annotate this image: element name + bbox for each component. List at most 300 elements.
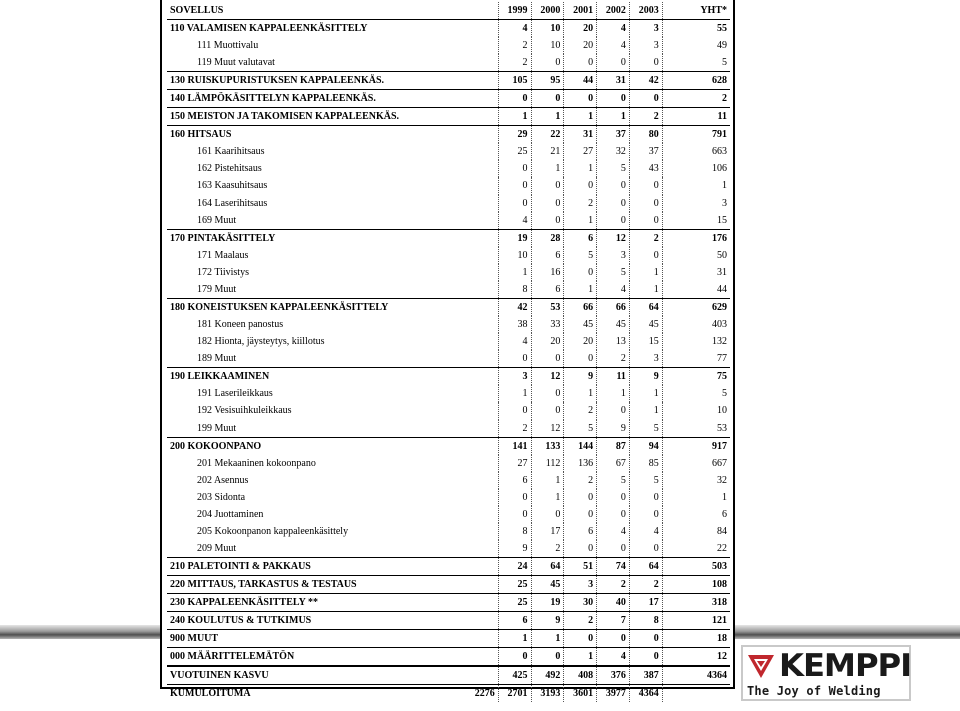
row-label: 150 MEISTON JA TAKOMISEN KAPPALEENKÄS. xyxy=(167,108,498,126)
row-value: 45 xyxy=(531,576,564,594)
row-total: 77 xyxy=(662,350,730,368)
row-label: 000 MÄÄRITTELEMÄTÖN xyxy=(167,648,498,667)
row-label: 130 RUISKUPURISTUKSEN KAPPALEENKÄS. xyxy=(167,72,498,90)
statistics-table xyxy=(167,2,730,702)
row-value: 1 xyxy=(629,402,662,419)
row-label: 181 Koneen panostus xyxy=(197,319,284,331)
row-value: 12 xyxy=(597,229,630,247)
row-value: 4 xyxy=(629,523,662,540)
row-value: 0 xyxy=(498,506,531,523)
row-value: 0 xyxy=(629,90,662,108)
row-value: 0 xyxy=(564,264,597,281)
table-row xyxy=(167,472,730,489)
row-value: 10 xyxy=(498,247,531,264)
row-total: 11 xyxy=(662,108,730,126)
row-value: 45 xyxy=(597,316,630,333)
header-application: SOVELLUS xyxy=(167,2,498,20)
row-total: 106 xyxy=(662,160,730,177)
row-value: 12 xyxy=(531,420,564,438)
row-total: 44 xyxy=(662,281,730,299)
row-label: 179 Muut xyxy=(197,283,237,295)
row-label: 192 Vesisuihkuleikkaus xyxy=(197,405,292,417)
row-value: 32 xyxy=(597,143,630,160)
row-value: 67 xyxy=(597,455,630,472)
row-value: 1 xyxy=(564,212,597,230)
row-label: 111 Muottivalu xyxy=(197,40,259,52)
row-value: 1 xyxy=(564,108,597,126)
row-label: 182 Hionta, jäysteytys, kiillotus xyxy=(197,336,325,348)
row-value: 0 xyxy=(629,630,662,648)
row-value: 0 xyxy=(498,160,531,177)
row-value: 0 xyxy=(564,350,597,368)
row-value: 0 xyxy=(597,90,630,108)
row-label: 200 KOKOONPANO xyxy=(167,437,498,455)
header-year-2001: 2001 xyxy=(564,2,597,20)
row-value: 19 xyxy=(531,594,564,612)
table-row xyxy=(167,612,730,630)
table-row xyxy=(167,368,730,386)
cumulative-value: 2701 xyxy=(498,685,531,703)
row-value: 0 xyxy=(531,648,564,667)
row-value: 31 xyxy=(564,126,597,144)
row-value: 1 xyxy=(531,472,564,489)
row-value: 2 xyxy=(531,540,564,558)
row-label: 180 KONEISTUKSEN KAPPALEENKÄSITTELY xyxy=(167,298,498,316)
row-value: 5 xyxy=(564,420,597,438)
row-value: 43 xyxy=(629,160,662,177)
cumulative-label-cell xyxy=(167,685,498,703)
row-value: 6 xyxy=(531,247,564,264)
row-label: 170 PINTAKÄSITTELY xyxy=(167,229,498,247)
header-year-2003: 2003 xyxy=(629,2,662,20)
row-value: 1 xyxy=(498,630,531,648)
row-total: 132 xyxy=(662,333,730,350)
row-value: 80 xyxy=(629,126,662,144)
row-value: 387 xyxy=(629,666,662,685)
row-value: 0 xyxy=(531,402,564,419)
row-total: 49 xyxy=(662,37,730,54)
row-value: 0 xyxy=(564,506,597,523)
table-row xyxy=(167,333,730,350)
row-total: 6 xyxy=(662,506,730,523)
row-value: 0 xyxy=(597,630,630,648)
row-total: 22 xyxy=(662,540,730,558)
row-value: 64 xyxy=(629,298,662,316)
table-row xyxy=(167,489,730,506)
row-value: 133 xyxy=(531,437,564,455)
decorative-bar-right xyxy=(735,625,960,639)
row-value: 2 xyxy=(629,108,662,126)
row-label: 220 MITTAUS, TARKASTUS & TESTAUS xyxy=(167,576,498,594)
row-value: 87 xyxy=(597,437,630,455)
table-row xyxy=(167,540,730,558)
row-total: 318 xyxy=(662,594,730,612)
row-value: 8 xyxy=(629,612,662,630)
row-value: 27 xyxy=(498,455,531,472)
row-value: 2 xyxy=(597,576,630,594)
row-value: 5 xyxy=(629,420,662,438)
row-value: 141 xyxy=(498,437,531,455)
row-value: 1 xyxy=(531,630,564,648)
row-value: 17 xyxy=(629,594,662,612)
row-total: 108 xyxy=(662,576,730,594)
row-value: 9 xyxy=(498,540,531,558)
row-label: 119 Muut valutavat xyxy=(197,57,275,69)
row-total: 4364 xyxy=(662,666,730,685)
row-value: 5 xyxy=(597,160,630,177)
row-value: 3 xyxy=(629,20,662,38)
table-row xyxy=(167,212,730,230)
table-row xyxy=(167,281,730,299)
row-label: 209 Muut xyxy=(197,543,237,555)
row-value: 45 xyxy=(629,316,662,333)
row-value: 0 xyxy=(531,54,564,72)
row-label: 162 Pistehitsaus xyxy=(197,163,262,175)
row-value: 12 xyxy=(531,368,564,386)
row-value: 40 xyxy=(597,594,630,612)
table-row xyxy=(167,350,730,368)
row-label: 240 KOULUTUS & TUTKIMUS xyxy=(167,612,498,630)
table-row xyxy=(167,558,730,576)
row-label: 204 Juottaminen xyxy=(197,509,264,521)
row-value: 4 xyxy=(597,523,630,540)
row-label: 199 Muut xyxy=(197,422,237,434)
row-label: 191 Laserileikkaus xyxy=(197,388,273,400)
table-row xyxy=(167,506,730,523)
row-value: 66 xyxy=(597,298,630,316)
table-row xyxy=(167,54,730,72)
row-value: 0 xyxy=(597,506,630,523)
row-value: 29 xyxy=(498,126,531,144)
row-value: 64 xyxy=(531,558,564,576)
row-value: 5 xyxy=(597,264,630,281)
row-label: 163 Kaasuhitsaus xyxy=(197,180,268,192)
row-value: 0 xyxy=(597,540,630,558)
row-value: 0 xyxy=(597,177,630,194)
cumulative-lead-value: 2276 xyxy=(474,688,495,700)
row-value: 2 xyxy=(498,420,531,438)
row-value: 2 xyxy=(498,54,531,72)
row-value: 0 xyxy=(531,350,564,368)
table-row xyxy=(167,195,730,212)
row-value: 0 xyxy=(564,177,597,194)
row-value: 44 xyxy=(564,72,597,90)
row-value: 0 xyxy=(629,177,662,194)
row-value: 16 xyxy=(531,264,564,281)
row-total: 12 xyxy=(662,648,730,667)
row-total: 1 xyxy=(662,177,730,194)
row-value: 0 xyxy=(629,648,662,667)
row-value: 42 xyxy=(629,72,662,90)
row-value: 33 xyxy=(531,316,564,333)
row-value: 0 xyxy=(498,350,531,368)
row-value: 30 xyxy=(564,594,597,612)
table-header-row xyxy=(167,2,730,20)
row-value: 27 xyxy=(564,143,597,160)
table-row xyxy=(167,160,730,177)
row-value: 17 xyxy=(531,523,564,540)
row-total: 503 xyxy=(662,558,730,576)
table-row xyxy=(167,455,730,472)
logo-wordmark: KEMPPI xyxy=(779,648,912,684)
row-value: 1 xyxy=(531,160,564,177)
row-label: 110 VALAMISEN KAPPALEENKÄSITTELY xyxy=(170,23,368,34)
row-label: 169 Muut xyxy=(197,214,237,226)
row-value: 22 xyxy=(531,126,564,144)
row-value: 85 xyxy=(629,455,662,472)
row-label: 171 Maalaus xyxy=(197,249,249,261)
row-value: 2 xyxy=(629,229,662,247)
table-row xyxy=(167,437,730,455)
row-total: 15 xyxy=(662,212,730,230)
row-value: 51 xyxy=(564,558,597,576)
row-value: 105 xyxy=(498,72,531,90)
table-row xyxy=(167,420,730,438)
header-year-1999: 1999 xyxy=(498,2,531,20)
row-label: 210 PALETOINTI & PAKKAUS xyxy=(167,558,498,576)
row-value: 6 xyxy=(531,281,564,299)
row-total: 121 xyxy=(662,612,730,630)
row-value: 4 xyxy=(597,648,630,667)
row-value: 5 xyxy=(629,472,662,489)
table-row xyxy=(167,666,730,685)
row-value: 38 xyxy=(498,316,531,333)
row-value: 1 xyxy=(498,264,531,281)
row-value: 20 xyxy=(564,37,597,54)
row-value: 24 xyxy=(498,558,531,576)
row-value: 0 xyxy=(597,212,630,230)
row-value: 1 xyxy=(564,385,597,402)
row-value: 11 xyxy=(597,368,630,386)
row-label: 900 MUUT xyxy=(167,630,498,648)
row-value: 25 xyxy=(498,143,531,160)
row-value: 425 xyxy=(498,666,531,685)
row-value: 2 xyxy=(597,350,630,368)
row-value: 4 xyxy=(597,37,630,54)
row-value: 0 xyxy=(629,489,662,506)
row-value: 15 xyxy=(629,333,662,350)
row-value: 20 xyxy=(531,333,564,350)
row-value: 0 xyxy=(531,90,564,108)
row-value: 112 xyxy=(531,455,564,472)
row-value: 6 xyxy=(564,523,597,540)
row-total: 5 xyxy=(662,385,730,402)
row-value: 0 xyxy=(629,540,662,558)
row-value: 0 xyxy=(597,402,630,419)
row-total: 667 xyxy=(662,455,730,472)
row-value: 0 xyxy=(597,195,630,212)
header-year-2002: 2002 xyxy=(597,2,630,20)
row-total: 176 xyxy=(662,229,730,247)
row-value: 1 xyxy=(531,108,564,126)
row-value: 45 xyxy=(564,316,597,333)
row-value: 5 xyxy=(564,247,597,264)
row-value: 0 xyxy=(498,402,531,419)
row-label: 189 Muut xyxy=(197,353,237,365)
row-value: 0 xyxy=(498,177,531,194)
row-value: 0 xyxy=(531,212,564,230)
decorative-bar-left xyxy=(0,625,162,639)
row-label: 203 Sidonta xyxy=(197,491,246,503)
row-label: 164 Laserihitsaus xyxy=(197,197,268,209)
row-value: 4 xyxy=(498,333,531,350)
header-year-2000: 2000 xyxy=(531,2,564,20)
row-value: 4 xyxy=(498,20,531,38)
logo-tagline: The Joy of Welding xyxy=(747,684,881,698)
row-value: 4 xyxy=(597,20,630,38)
row-value: 0 xyxy=(498,90,531,108)
row-label: 161 Kaarihitsaus xyxy=(197,146,265,158)
row-value: 0 xyxy=(531,195,564,212)
row-value: 1 xyxy=(629,385,662,402)
row-value: 2 xyxy=(564,195,597,212)
row-total: 917 xyxy=(662,437,730,455)
row-label: 230 KAPPALEENKÄSITTELY ** xyxy=(167,594,498,612)
row-value: 1 xyxy=(531,489,564,506)
row-value: 0 xyxy=(564,489,597,506)
table-row xyxy=(167,20,730,38)
row-total: 53 xyxy=(662,420,730,438)
table-row xyxy=(167,576,730,594)
row-value: 2 xyxy=(564,472,597,489)
row-value: 1 xyxy=(564,281,597,299)
table-row xyxy=(167,402,730,419)
row-value: 37 xyxy=(597,126,630,144)
table-row xyxy=(167,648,730,667)
table-row xyxy=(167,90,730,108)
row-value: 136 xyxy=(564,455,597,472)
table-row xyxy=(167,72,730,90)
row-value: 64 xyxy=(629,558,662,576)
row-value: 3 xyxy=(498,368,531,386)
row-value: 6 xyxy=(564,229,597,247)
row-value: 1 xyxy=(564,648,597,667)
row-value: 2 xyxy=(564,612,597,630)
row-total: 5 xyxy=(662,54,730,72)
row-value: 1 xyxy=(498,385,531,402)
kemppi-mark-icon xyxy=(746,652,776,680)
cumulative-value: 4364 xyxy=(629,685,662,703)
row-total: 791 xyxy=(662,126,730,144)
row-label: 160 HITSAUS xyxy=(167,126,498,144)
row-total: 628 xyxy=(662,72,730,90)
row-value: 0 xyxy=(564,540,597,558)
table-row xyxy=(167,108,730,126)
table-row xyxy=(167,630,730,648)
row-label: 190 LEIKKAAMINEN xyxy=(167,368,498,386)
row-value: 0 xyxy=(498,195,531,212)
row-value: 4 xyxy=(597,281,630,299)
row-label: 172 Tiivistys xyxy=(197,266,249,278)
table-row xyxy=(167,523,730,540)
row-value: 1 xyxy=(629,264,662,281)
table-row-cumulative xyxy=(167,685,730,703)
row-value: 0 xyxy=(629,506,662,523)
row-value: 25 xyxy=(498,576,531,594)
row-total: 663 xyxy=(662,143,730,160)
row-total: 84 xyxy=(662,523,730,540)
cumulative-value: 3977 xyxy=(597,685,630,703)
row-value: 28 xyxy=(531,229,564,247)
row-value: 3 xyxy=(629,37,662,54)
row-value: 19 xyxy=(498,229,531,247)
row-total: 403 xyxy=(662,316,730,333)
row-value: 37 xyxy=(629,143,662,160)
header-total: YHT* xyxy=(662,2,730,20)
row-value: 42 xyxy=(498,298,531,316)
row-total: 3 xyxy=(662,195,730,212)
row-value: 66 xyxy=(564,298,597,316)
row-value: 31 xyxy=(597,72,630,90)
row-value: 3 xyxy=(564,576,597,594)
table-row xyxy=(167,247,730,264)
row-total: 1 xyxy=(662,489,730,506)
row-value: 6 xyxy=(498,612,531,630)
row-value: 8 xyxy=(498,523,531,540)
row-value: 0 xyxy=(597,489,630,506)
row-value: 0 xyxy=(498,648,531,667)
row-value: 5 xyxy=(597,472,630,489)
table-row xyxy=(167,594,730,612)
row-value: 6 xyxy=(498,472,531,489)
row-value: 0 xyxy=(531,506,564,523)
kemppi-logo xyxy=(741,645,911,701)
row-value: 2 xyxy=(629,576,662,594)
row-value: 0 xyxy=(629,54,662,72)
row-value: 74 xyxy=(597,558,630,576)
row-label: 205 Kokoonpanon kappaleenkäsittely xyxy=(197,526,349,538)
row-value: 9 xyxy=(629,368,662,386)
row-value: 144 xyxy=(564,437,597,455)
row-value: 9 xyxy=(564,368,597,386)
row-label: 140 LÄMPÖKÄSITTELYN KAPPALEENKÄS. xyxy=(167,90,498,108)
row-value: 0 xyxy=(498,489,531,506)
row-value: 0 xyxy=(564,90,597,108)
row-value: 492 xyxy=(531,666,564,685)
row-label: 201 Mekaaninen kokoonpano xyxy=(197,457,316,469)
row-value: 20 xyxy=(564,333,597,350)
row-value: 8 xyxy=(498,281,531,299)
row-total: 32 xyxy=(662,472,730,489)
cumulative-label: KUMULOITUMA xyxy=(170,688,251,700)
table-row xyxy=(167,143,730,160)
row-value: 94 xyxy=(629,437,662,455)
row-value: 0 xyxy=(629,195,662,212)
row-total: 75 xyxy=(662,368,730,386)
table-row xyxy=(167,177,730,194)
row-value: 3 xyxy=(629,350,662,368)
row-value: 2 xyxy=(498,37,531,54)
row-value: 0 xyxy=(564,54,597,72)
row-value: 376 xyxy=(597,666,630,685)
row-value: 9 xyxy=(597,420,630,438)
row-value: 4 xyxy=(498,212,531,230)
row-value: 0 xyxy=(531,177,564,194)
row-label: 202 Asennus xyxy=(197,474,249,486)
row-total: 31 xyxy=(662,264,730,281)
row-value: 7 xyxy=(597,612,630,630)
row-value: 0 xyxy=(597,54,630,72)
row-total: 2 xyxy=(662,90,730,108)
cumulative-value xyxy=(662,685,730,703)
cumulative-value: 3601 xyxy=(564,685,597,703)
row-value: 2 xyxy=(564,402,597,419)
table-row xyxy=(167,264,730,281)
row-value: 408 xyxy=(564,666,597,685)
row-value: 1 xyxy=(629,281,662,299)
table-row xyxy=(167,298,730,316)
row-value: 1 xyxy=(498,108,531,126)
